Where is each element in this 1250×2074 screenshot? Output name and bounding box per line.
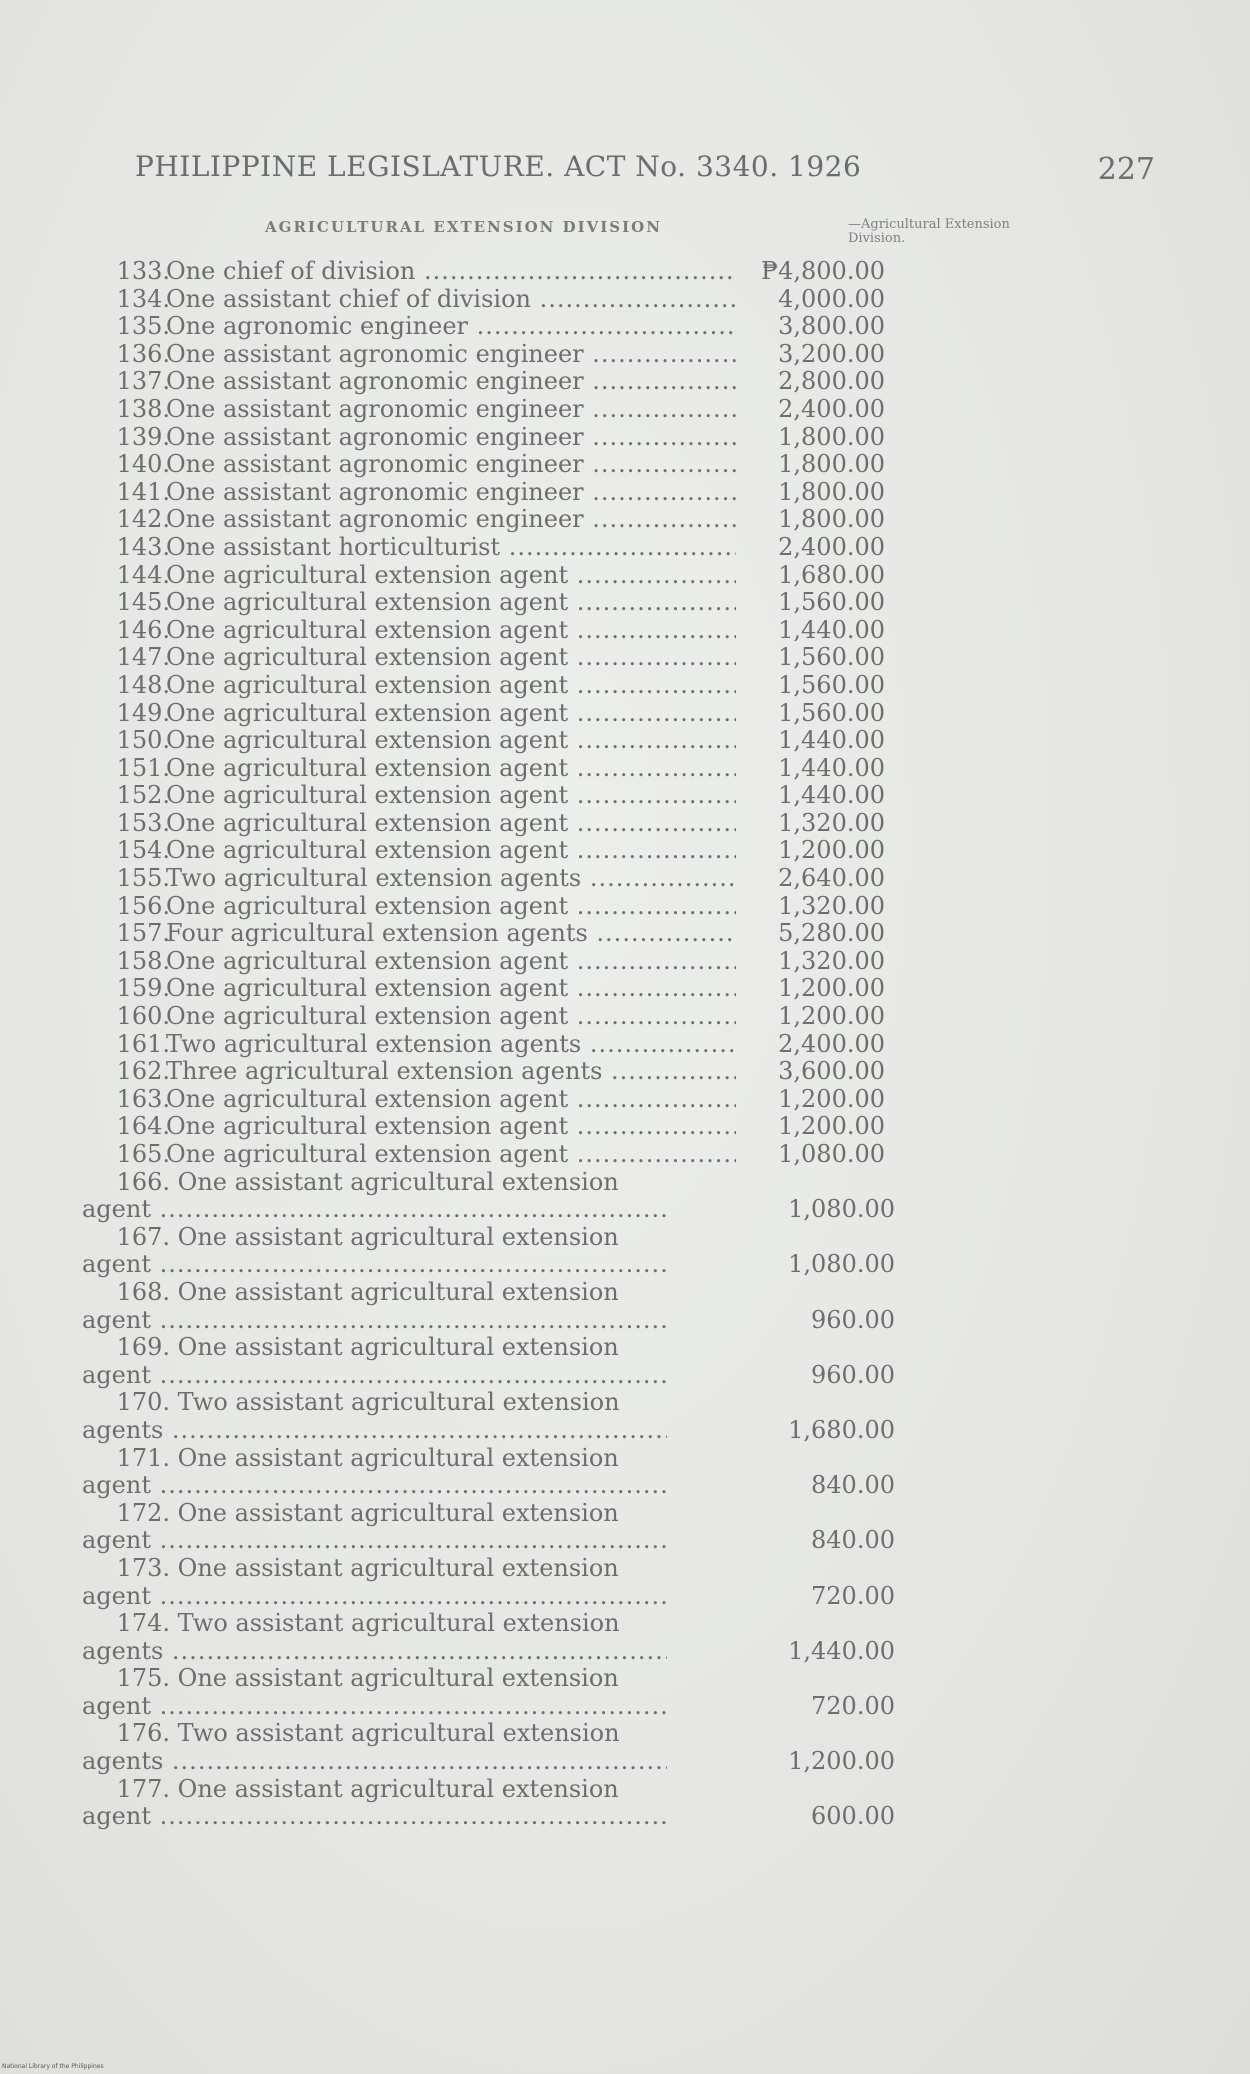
item-number: 138. — [116, 394, 170, 423]
item-number: 145. — [116, 588, 170, 617]
item-number: 173. — [116, 1553, 170, 1582]
item-amount: 2,640.00 — [778, 864, 885, 893]
item-amount: 1,800.00 — [778, 450, 885, 479]
list-item — [80, 670, 885, 700]
list-item — [80, 477, 885, 507]
item-number: 139. — [116, 422, 170, 451]
item-amount: 960.00 — [811, 1305, 895, 1334]
item-description: One agronomic engineer ..... — [166, 313, 736, 341]
item-number: 164. — [116, 1112, 170, 1141]
item-description: One agricultural extension agent ..... — [166, 644, 736, 672]
item-amount: 1,680.00 — [788, 1415, 895, 1444]
item-description: One agricultural extension agent ..... — [166, 893, 736, 921]
item-number: 147. — [116, 643, 170, 672]
list-item — [80, 615, 885, 645]
item-description: One assistant agronomic engineer ..... — [166, 424, 736, 452]
item-description-line1 — [80, 1776, 740, 1804]
item-amount: 960.00 — [811, 1360, 895, 1389]
item-description-line1 — [80, 1665, 740, 1693]
list-item — [80, 1774, 895, 1831]
list-item — [80, 1553, 895, 1610]
list-item — [80, 505, 885, 534]
item-description-line2: agent ..... — [82, 1307, 667, 1335]
item-description: One chief of division ..... — [166, 258, 736, 286]
list-item — [80, 284, 885, 314]
item-description: Four agricultural extension agents ..... — [166, 920, 736, 948]
list-item — [80, 643, 885, 672]
item-number: 137. — [116, 367, 170, 396]
list-item — [80, 1029, 885, 1059]
item-amount: 840.00 — [811, 1471, 895, 1500]
item-number: 174. — [116, 1609, 170, 1638]
item-amount: 1,320.00 — [778, 946, 885, 975]
item-number: 143. — [116, 532, 170, 561]
item-description: One agricultural extension agent ..... — [166, 672, 736, 700]
item-number: 163. — [116, 1084, 170, 1113]
item-amount: 1,440.00 — [778, 781, 885, 810]
item-number: 168. — [116, 1277, 170, 1306]
list-item — [80, 339, 885, 369]
item-description-line2: agent ..... — [82, 1251, 667, 1279]
item-description: One agricultural extension agent ..... — [166, 562, 736, 590]
item-description: One agricultural extension agent ..... — [166, 837, 736, 865]
item-description-line2: agents ..... — [82, 1417, 667, 1445]
item-description: Two assistant agricultural extension — [177, 1388, 620, 1417]
item-number: 154. — [116, 836, 170, 865]
item-description-line1 — [80, 1169, 740, 1197]
item-number: 161. — [116, 1029, 170, 1058]
item-description: One assistant agronomic engineer ..... — [166, 506, 736, 534]
item-description-line2: agent ..... — [82, 1196, 667, 1224]
list-item — [80, 1002, 885, 1031]
appropriation-list — [80, 257, 895, 1831]
item-number: 149. — [116, 698, 170, 727]
list-item — [80, 1167, 895, 1224]
item-amount: 1,800.00 — [778, 505, 885, 534]
item-number: 150. — [116, 726, 170, 755]
item-number: 155. — [116, 864, 170, 893]
list-item — [80, 864, 885, 893]
item-description: One agricultural extension agent ..... — [166, 782, 736, 810]
list-item — [80, 1388, 895, 1444]
item-number: 144. — [116, 560, 170, 589]
item-number: 177. — [116, 1774, 170, 1803]
item-amount: 600.00 — [811, 1802, 895, 1831]
item-number: 156. — [116, 891, 170, 920]
list-item — [80, 1112, 885, 1141]
item-amount: 3,800.00 — [778, 312, 885, 341]
item-description: One agricultural extension agent ..... — [166, 810, 736, 838]
list-item — [80, 891, 885, 921]
item-description: One assistant agronomic engineer ..... — [166, 368, 736, 396]
item-amount: 1,800.00 — [778, 422, 885, 451]
item-description: One assistant agricultural extension — [177, 1277, 619, 1306]
item-number: 148. — [116, 670, 170, 699]
item-description: One agricultural extension agent ..... — [166, 1113, 736, 1141]
item-description: One agricultural extension agent ..... — [166, 1141, 736, 1169]
list-item — [80, 836, 885, 865]
item-amount: 1,080.00 — [778, 1140, 885, 1168]
item-description: One assistant agronomic engineer ..... — [166, 341, 736, 369]
item-description-line2: agent ..... — [82, 1527, 667, 1555]
item-description: One agricultural extension agent ..... — [166, 617, 736, 645]
item-description: One assistant agricultural extension — [177, 1167, 619, 1196]
item-description-line2: agents ..... — [82, 1638, 667, 1666]
item-amount: 1,560.00 — [778, 670, 885, 699]
list-item — [80, 753, 885, 783]
item-amount: 840.00 — [811, 1526, 895, 1555]
item-description: Three agricultural extension agents ..... — [166, 1058, 736, 1086]
list-item — [80, 1333, 895, 1389]
list-item — [80, 450, 885, 479]
item-amount: 3,600.00 — [778, 1057, 885, 1086]
item-number: 142. — [116, 505, 170, 534]
running-head: PHILIPPINE LEGISLATURE. ACT No. 3340. 1926 — [135, 150, 862, 183]
item-amount: 720.00 — [811, 1691, 895, 1720]
item-amount: 1,200.00 — [788, 1747, 895, 1776]
item-description: One assistant agronomic engineer ..... — [166, 451, 736, 479]
item-amount: 1,560.00 — [778, 698, 885, 727]
item-number: 152. — [116, 781, 170, 810]
item-number: 141. — [116, 477, 170, 506]
item-amount: 2,400.00 — [778, 532, 885, 561]
item-number: 135. — [116, 312, 170, 341]
item-description-line1 — [80, 1555, 740, 1583]
item-number: 134. — [116, 284, 170, 313]
item-number: 172. — [116, 1498, 170, 1527]
item-number: 166. — [116, 1167, 170, 1196]
item-description: One agricultural extension agent ..... — [166, 1086, 736, 1114]
list-item — [80, 726, 885, 755]
item-amount: 1,440.00 — [778, 615, 885, 644]
item-number: 175. — [116, 1664, 170, 1693]
list-item — [80, 1719, 895, 1776]
item-number: 159. — [116, 974, 170, 1003]
item-description-line1 — [80, 1334, 740, 1362]
list-item — [80, 422, 885, 452]
item-number: 171. — [116, 1443, 170, 1472]
item-description-line2: agents ..... — [82, 1748, 667, 1776]
list-item — [80, 698, 885, 728]
item-amount: 1,200.00 — [778, 1002, 885, 1031]
item-amount: 2,400.00 — [778, 394, 885, 423]
item-description: One assistant agricultural extension — [177, 1664, 619, 1693]
list-item — [80, 560, 885, 590]
item-amount: 1,200.00 — [778, 1112, 885, 1141]
item-description: One assistant agronomic engineer ..... — [166, 479, 736, 507]
item-number: 165. — [116, 1140, 170, 1168]
list-item — [80, 974, 885, 1003]
item-description-line1 — [80, 1445, 740, 1473]
item-description: One assistant agricultural extension — [177, 1333, 619, 1362]
item-amount: 2,800.00 — [778, 367, 885, 396]
item-description: One agricultural extension agent ..... — [166, 727, 736, 755]
item-description: One agricultural extension agent ..... — [166, 1003, 736, 1031]
item-description: One agricultural extension agent ..... — [166, 700, 736, 728]
item-number: 160. — [116, 1002, 170, 1031]
list-item — [80, 946, 885, 976]
item-description: One assistant agricultural extension — [177, 1553, 619, 1582]
item-amount: 1,200.00 — [778, 836, 885, 865]
list-item — [80, 257, 885, 286]
item-amount: 3,200.00 — [778, 339, 885, 368]
footer-credit: National Library of the Philippines — [2, 2063, 104, 2070]
item-description: One agricultural extension agent ..... — [166, 755, 736, 783]
item-amount: 1,440.00 — [778, 726, 885, 755]
page-number: 227 — [1097, 152, 1155, 187]
item-number: 158. — [116, 946, 170, 975]
list-item — [80, 394, 885, 424]
item-number: 162. — [116, 1057, 170, 1086]
item-amount: 1,200.00 — [778, 974, 885, 1003]
list-item — [80, 367, 885, 396]
item-number: 146. — [116, 615, 170, 644]
item-number: 151. — [116, 753, 170, 782]
item-number: 136. — [116, 339, 170, 368]
item-amount: 1,320.00 — [778, 808, 885, 837]
item-description-line2: agent ..... — [82, 1803, 667, 1831]
item-description: One assistant horticulturist ..... — [166, 534, 736, 562]
item-number: 140. — [116, 450, 170, 479]
item-description: One assistant agricultural extension — [177, 1222, 619, 1251]
list-item — [80, 1498, 895, 1555]
item-description-line1 — [80, 1500, 740, 1528]
item-description: Two assistant agricultural extension — [177, 1609, 620, 1638]
list-item — [80, 919, 885, 948]
item-description-line1 — [80, 1389, 740, 1417]
list-item — [80, 781, 885, 810]
item-number: 153. — [116, 808, 170, 837]
list-item — [80, 1609, 895, 1665]
item-number: 176. — [116, 1719, 170, 1748]
item-amount: 1,680.00 — [778, 560, 885, 589]
list-item — [80, 1057, 885, 1086]
item-amount: 1,200.00 — [778, 1084, 885, 1113]
item-description: One assistant agricultural extension — [177, 1774, 619, 1803]
list-item — [80, 1222, 895, 1279]
item-description-line1 — [80, 1720, 740, 1748]
list-item — [80, 1664, 895, 1720]
list-item — [80, 1140, 885, 1169]
item-description-line1 — [80, 1610, 740, 1638]
item-amount: 720.00 — [811, 1581, 895, 1610]
item-number: 157. — [116, 919, 170, 948]
list-item — [80, 588, 885, 617]
item-number: 169. — [116, 1333, 170, 1362]
item-number: 167. — [116, 1222, 170, 1251]
margin-note: —Agricultural Extension Division. — [848, 217, 1010, 246]
item-description: One assistant agricultural extension — [177, 1443, 619, 1472]
item-number: 170. — [116, 1388, 170, 1417]
item-amount: 2,400.00 — [778, 1029, 885, 1058]
item-amount: 1,560.00 — [778, 643, 885, 672]
item-amount: 1,560.00 — [778, 588, 885, 617]
item-number: 133. — [116, 257, 170, 285]
item-amount: 1,440.00 — [788, 1636, 895, 1665]
item-description: Two agricultural extension agents ..... — [166, 865, 736, 893]
item-description-line2: agent ..... — [82, 1693, 667, 1721]
item-amount: 1,800.00 — [778, 477, 885, 506]
item-description-line1 — [80, 1279, 740, 1307]
item-description: One assistant chief of division ..... — [166, 286, 736, 314]
list-item — [80, 808, 885, 838]
item-description: One agricultural extension agent ..... — [166, 975, 736, 1003]
list-item — [80, 532, 885, 562]
item-description: One assistant agricultural extension — [177, 1498, 619, 1527]
item-description-line2: agent ..... — [82, 1583, 667, 1611]
item-description: One assistant agronomic engineer ..... — [166, 396, 736, 424]
item-amount: 1,080.00 — [788, 1195, 895, 1224]
item-description-line2: agent ..... — [82, 1472, 667, 1500]
item-description: One agricultural extension agent ..... — [166, 589, 736, 617]
item-description-line2: agent ..... — [82, 1362, 667, 1390]
list-item — [80, 1443, 895, 1500]
section-heading: AGRICULTURAL EXTENSION DIVISION — [265, 218, 662, 236]
item-amount: ₱4,800.00 — [761, 257, 885, 285]
item-amount: 5,280.00 — [778, 919, 885, 948]
item-description: Two agricultural extension agents ..... — [166, 1031, 736, 1059]
item-description: Two assistant agricultural extension — [177, 1719, 620, 1748]
item-description-line1 — [80, 1224, 740, 1252]
item-amount: 1,320.00 — [778, 891, 885, 920]
page-header — [135, 150, 1155, 200]
list-item — [80, 312, 885, 341]
list-item — [80, 1084, 885, 1114]
list-item — [80, 1277, 895, 1334]
item-amount: 1,440.00 — [778, 753, 885, 782]
item-amount: 1,080.00 — [788, 1250, 895, 1279]
item-amount: 4,000.00 — [778, 284, 885, 313]
item-description: One agricultural extension agent ..... — [166, 948, 736, 976]
